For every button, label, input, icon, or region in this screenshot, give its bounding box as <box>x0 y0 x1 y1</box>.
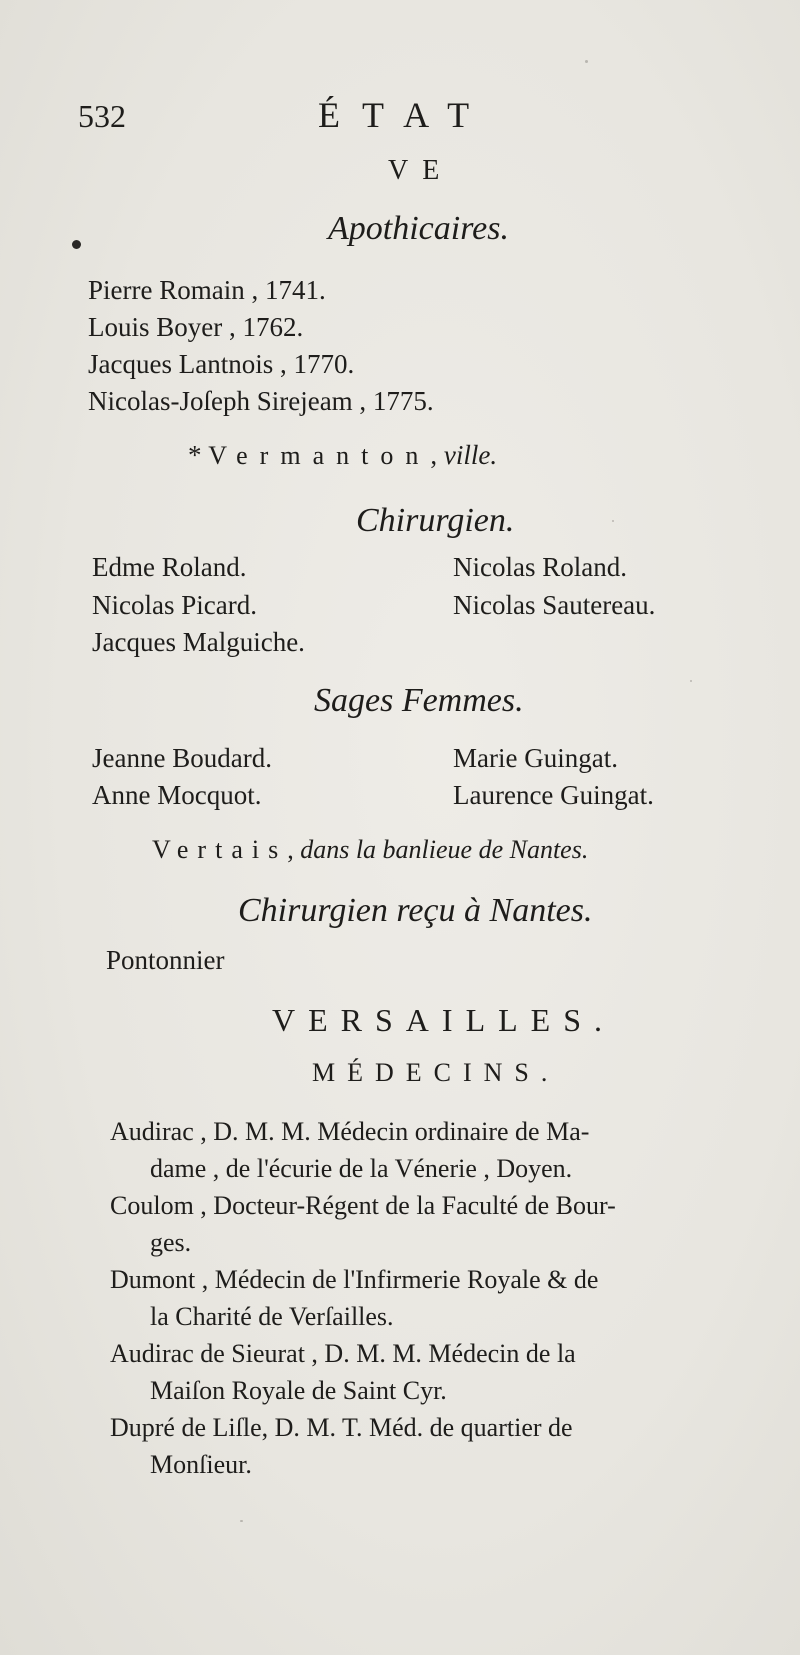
apothicaire-entry: Jacques Lantnois , 1770. <box>88 349 355 379</box>
bullet-ornament <box>72 240 81 249</box>
town-name: Vertais <box>152 835 288 864</box>
chirurgien-entry: Edme Roland. <box>92 552 247 582</box>
medecins-heading: MÉDECINS. <box>312 1058 560 1087</box>
medecin-entry-continuation: la Charité de Verſailles. <box>150 1302 394 1331</box>
medecin-entry-line: Audirac de Sieurat , D. M. M. Médecin de la <box>110 1339 576 1368</box>
continued-heading: VE <box>388 155 454 186</box>
asterisk-marker: * <box>188 440 209 470</box>
chirurgien-entry: Nicolas Roland. <box>453 552 627 582</box>
apothicaire-entry: Louis Boyer , 1762. <box>88 312 304 342</box>
apothicaires-heading: Apothicaires. <box>328 210 509 247</box>
town-name: Vermanton <box>208 441 431 470</box>
apothicaire-entry: Nicolas-Joſeph Sirejeam , 1775. <box>88 386 434 416</box>
medecin-entry-continuation: Maiſon Royale de Saint Cyr. <box>150 1376 447 1405</box>
medecin-entry-continuation: dame , de l'écurie de la Vénerie , Doyen. <box>150 1154 573 1183</box>
town-heading-vertais <box>152 835 588 865</box>
chirurgien-heading: Chirurgien. <box>356 502 515 539</box>
separator: , <box>287 835 301 864</box>
separator: , <box>430 440 444 470</box>
chirurgien-recu-heading: Chirurgien reçu à Nantes. <box>238 892 593 929</box>
city-heading-versailles: VERSAILLES. <box>272 1002 615 1038</box>
sages-femmes-heading: Sages Femmes. <box>314 682 524 719</box>
paper-speck <box>690 680 692 682</box>
running-head: ÉTAT <box>318 95 492 135</box>
chirurgien-entry: Nicolas Sautereau. <box>453 590 656 620</box>
town-qualifier: ville. <box>443 440 498 470</box>
medecin-entry-line: Coulom , Docteur-Régent de la Faculté de Bour- <box>110 1191 616 1220</box>
town-heading-vermanton <box>188 440 497 471</box>
medecin-entry-continuation: Monſieur. <box>150 1450 252 1479</box>
page-number: 532 <box>78 98 126 134</box>
sage-femme-entry: Laurence Guingat. <box>453 780 654 810</box>
medecin-entry-line: Audirac , D. M. M. Médecin ordinaire de Ma- <box>110 1117 590 1146</box>
sage-femme-entry: Anne Mocquot. <box>92 780 262 810</box>
chirurgien-entry: Jacques Malguiche. <box>92 627 305 657</box>
paper-speck <box>585 60 588 63</box>
sage-femme-entry: Jeanne Boudard. <box>92 743 272 773</box>
chirurgien-entry: Pontonnier <box>106 945 225 975</box>
medecin-entry-continuation: ges. <box>150 1228 192 1257</box>
paper-speck <box>240 1520 243 1522</box>
apothicaire-entry: Pierre Romain , 1741. <box>88 275 326 305</box>
paper-speck <box>612 520 614 522</box>
town-qualifier: dans la banlieue de Nantes. <box>300 835 589 864</box>
medecin-entry-line: Dupré de Liſle, D. M. T. Méd. de quartier de <box>110 1413 573 1442</box>
sage-femme-entry: Marie Guingat. <box>453 743 618 773</box>
chirurgien-entry: Nicolas Picard. <box>92 590 257 620</box>
medecin-entry-line: Dumont , Médecin de l'Infirmerie Royale & de <box>110 1265 599 1294</box>
